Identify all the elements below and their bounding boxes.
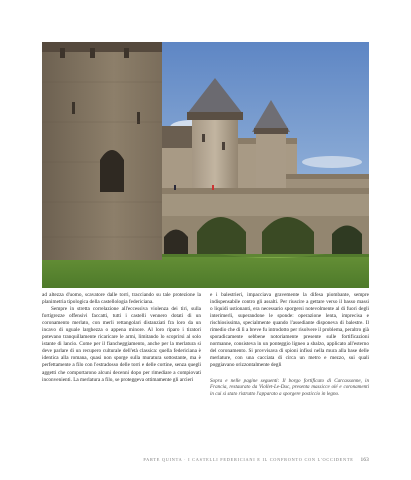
paragraph-1: ad altezza d'uomo, scavatore dalle torri, tracciando su tale protezione la planimetria tipologica della castellologia federiciana. (42, 292, 201, 306)
paragraph-3: e i balestrieri, impacciava gravemente la difesa piombante, sempre indispensabile contro gli assalti. Per riuscire a gettare verso il basso massi o liquidi ustionanti, era necessario sporgersi notevolmente al di fuori degli interimerli, superandone le sponde: operazione lenta, imprecisa e rischiosissima, specialmente quando l'assediante disponeva di balestre. Il rimedio che di lì a breve fu introdotto per risolvere il problema, peraltro già sporadicamente sebbene notoriamente presente sulle fortificazioni normanne, consisteva in un ponteggio ligneo a sbalzo, applicato all'esterno del coronamento. Si provvisava di spioni infissi nella mura alla base delle merlature, con una cacciata di circa un metro e mezzo, sui quali poggiavano orizzontalmente degli (210, 292, 369, 369)
right-column (210, 292, 369, 398)
running-head: PARTE QUINTA · I CASTELLI FEDERICIANI E IL CONFRONTO CON L'OCCIDENTE (143, 457, 354, 462)
page-number: 163 (360, 458, 369, 463)
castle-photo (42, 42, 369, 288)
photo-caption: Sopra e nelle pagine seguenti: Il borgo fortificato di Carcassonne, in Francia, restaurato da Viollet-Le-Duc, presenta massicce olé e coronamenti in cui si stato ristrutto l'apparato a sporgere posticcio in legno. (210, 377, 369, 398)
page-footer (143, 457, 369, 463)
paragraph-2: Sempre in stretta correlazione all'eccessiva violenza dei tiri, sulla fortigrezze offensivi faccatti, tutti i castelli vennero dotati di un coronamento merlato, con merli rettangolari distanziati fra loro da un incavo di uguale larghezza o appena minore. Al loro riparo i tiratori potevano tranquillamente ricaricare le armi, limitando lo scoprirsi al solo istante di lancio. Come per il fiancheggiamento, anche per la merlatura si deve parlare di un recupero culturale dell'età classica: quella federiciana è identica alla romana, quasi non sporge sulla muratura sottostante, ma è perfettamente a filo con l'estradosso delle torri e delle cortine, senza quegli aggetti che comportarono alcuni decenni dopo per rimediare a compiovati inconvenienti. La merlatura a filo, se proteggeva ottimamente gli arcieri (42, 306, 201, 383)
left-column (42, 292, 201, 384)
